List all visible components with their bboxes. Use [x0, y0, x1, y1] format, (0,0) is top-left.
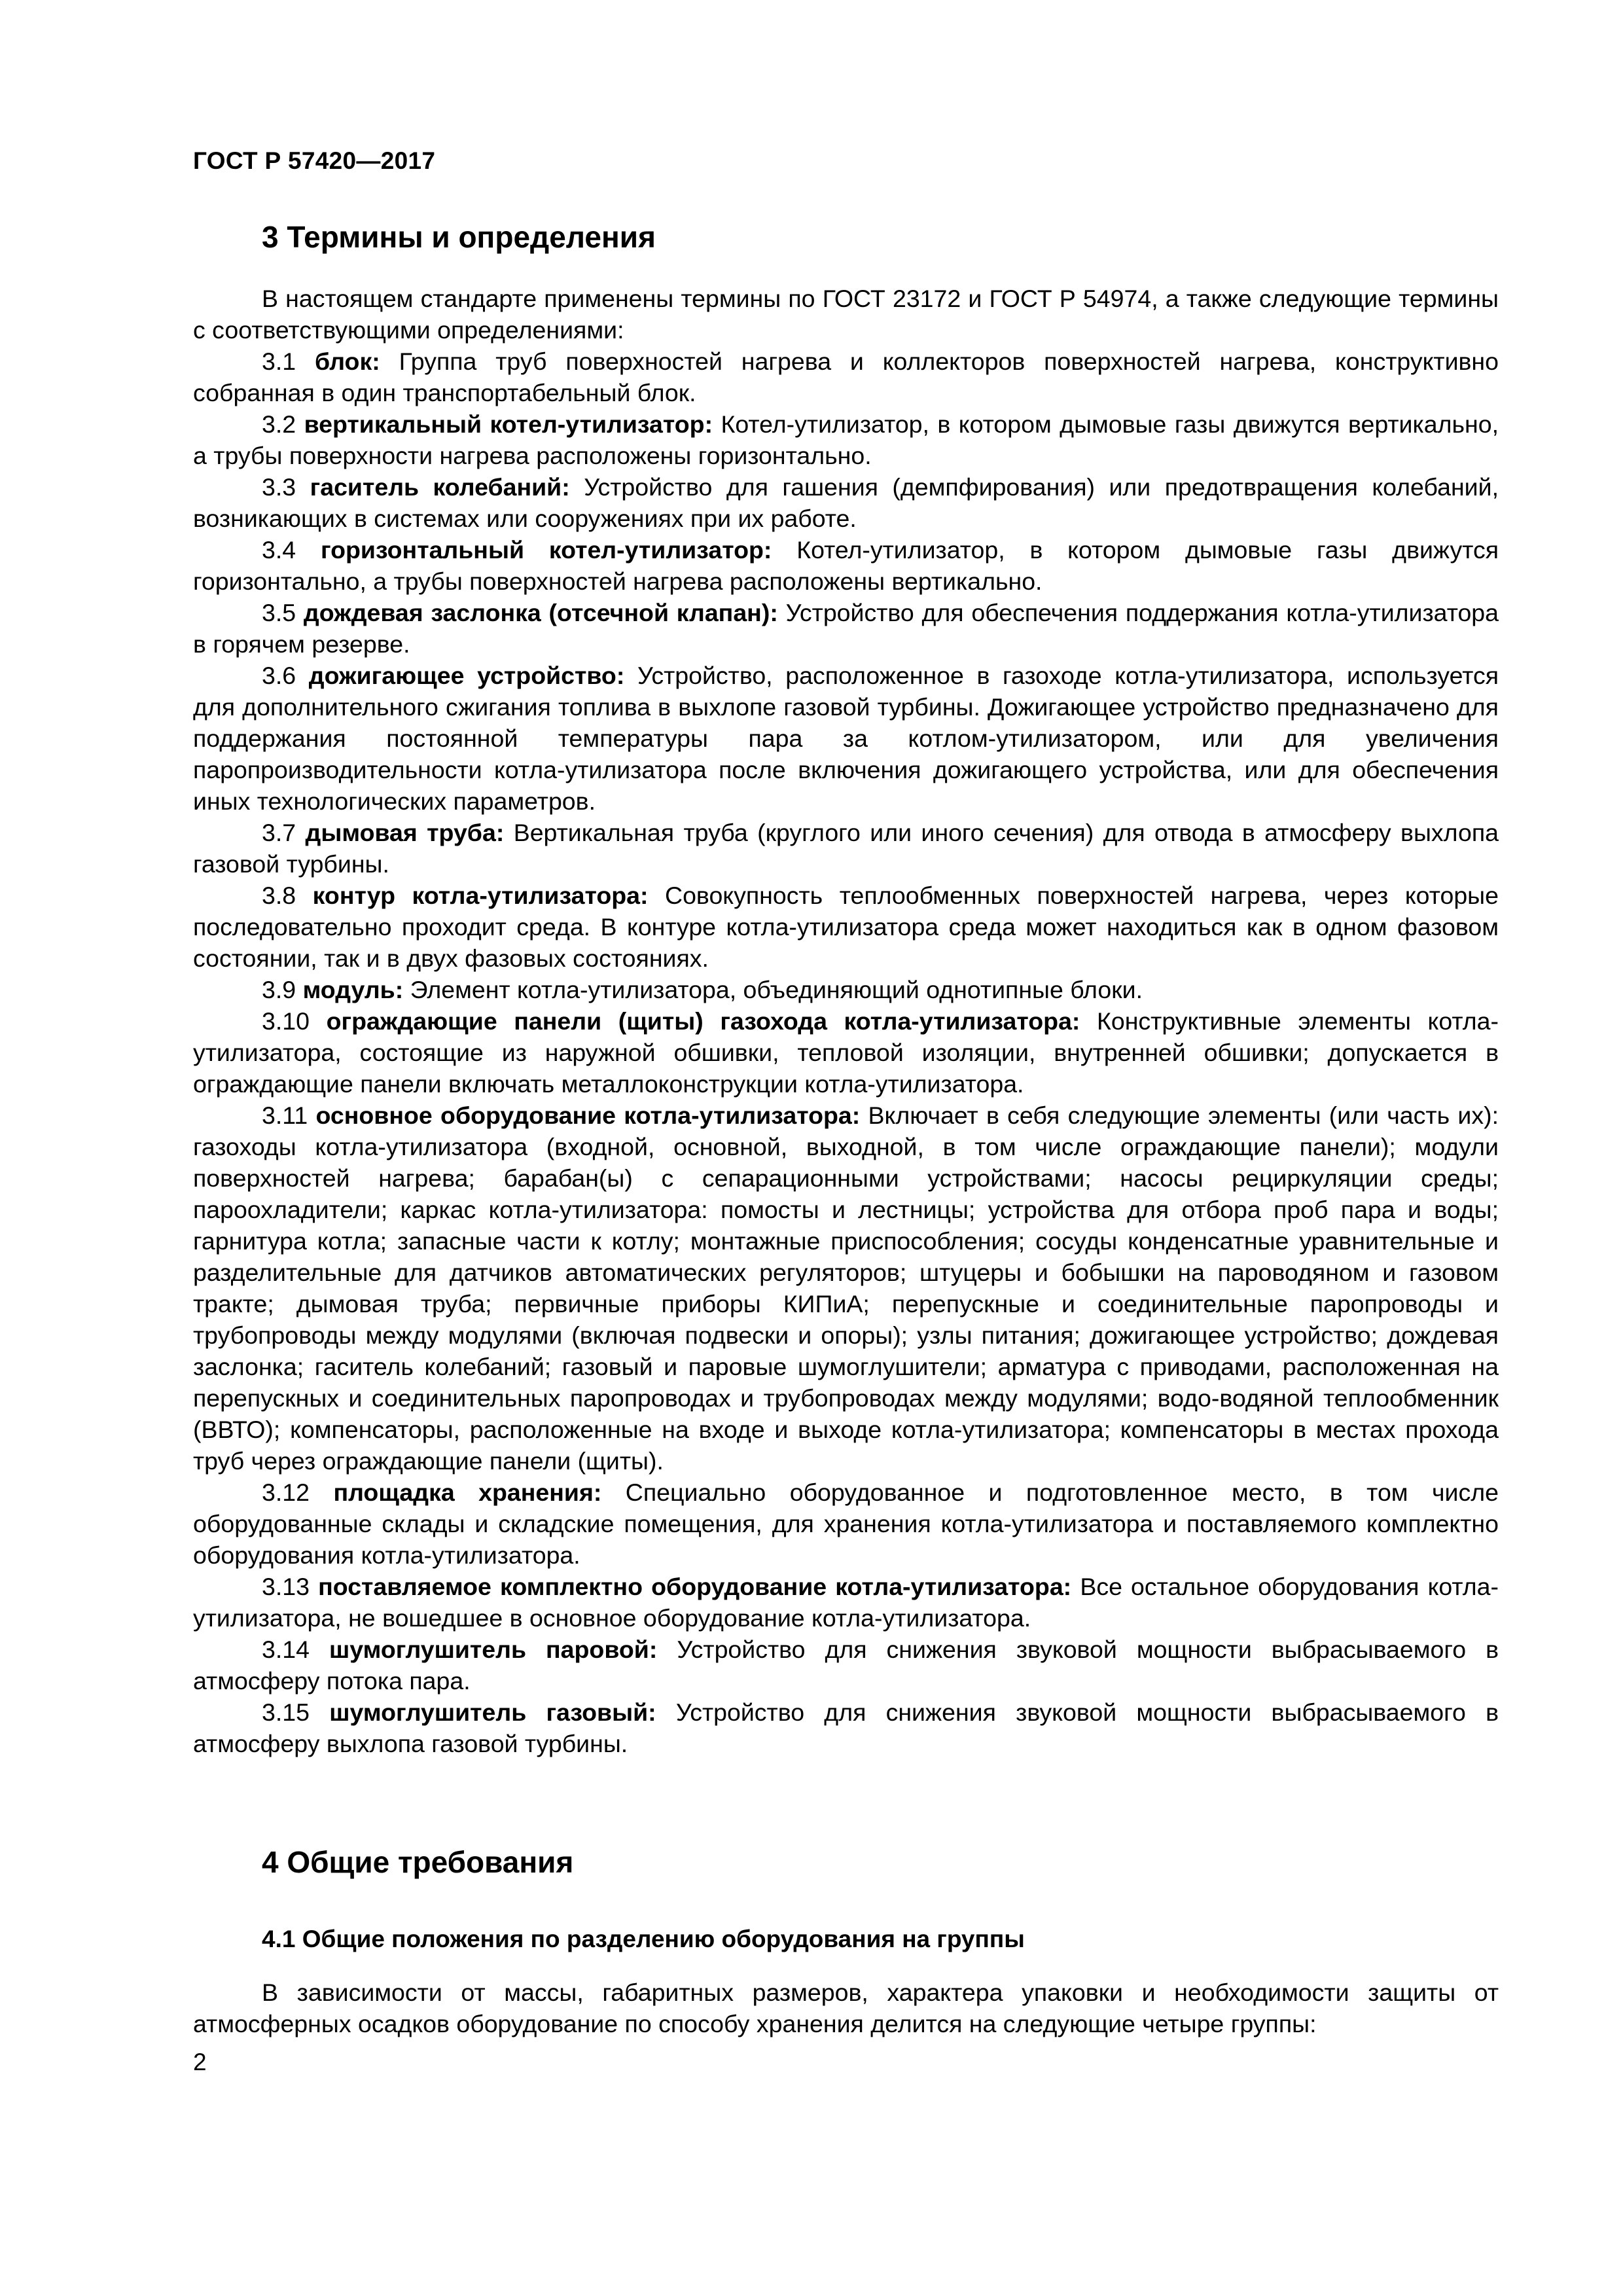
term-definition: Устройство, расположенное в газоходе котла-утилизатора, используется для дополнительного сжигания топлива в выхлопе газовой турбины. Дожигающее устройство предназначено для поддержания постоянной температуры пара за котлом-утилизатором, или для увеличения паропроизводительности котла-утилизатора после включения дожигающего устройства, или для обеспечения иных технологических параметров.: [193, 662, 1499, 815]
term-name: дожигающее устройство:: [308, 662, 625, 689]
term-entry: [193, 597, 1499, 660]
term-entry: [193, 1100, 1499, 1477]
term-entry: [193, 817, 1499, 880]
term-name: дымовая труба:: [305, 819, 505, 846]
term-number: 3.1: [262, 348, 296, 375]
term-definition: Включает в себя следующие элементы (или часть их): газоходы котла-утилизатора (входной, основной, выходной, в том числе ограждающие панели); модули поверхностей нагрева; барабан(ы) с сепарационными устройствами; насосы рециркуляции среды; пароохладители; каркас котла-утилизатора: помосты и лестницы; устройства для отбора проб пара и воды; гарнитура котла; запасные части к котлу; монтажные приспособления; сосуды конденсатные уравнительные и разделительные для датчиков автоматических регуляторов; штуцеры и бобышки на пароводяном и газовом тракте; дымовая труба; первичные приборы КИПиА; перепускные и соединительные паропроводы и трубопроводы между модулями (включая подвески и опоры); узлы питания; дожигающее устройство; дождевая заслонка; гаситель колебаний; газовый и паровые шумоглушители; арматура с приводами, расположенная на перепускных и соединительных паропроводах и трубопроводах между модулями; водо-водяной теплообменник (ВВТО); компенсаторы, расположенные на входе и выходе котла-утилизатора; компенсаторы в местах прохода труб через ограждающие панели (щиты).: [193, 1102, 1499, 1475]
term-name: шумоглушитель газовый:: [329, 1698, 656, 1726]
term-number: 3.13: [262, 1573, 310, 1600]
term-number: 3.14: [262, 1636, 310, 1663]
term-definition: Устройство для снижения звуковой мощности выбрасываемого в атмосферу потока пара.: [193, 1636, 1499, 1695]
term-entry: [193, 1634, 1499, 1696]
term-definition: Вертикальная труба (круглого или иного сечения) для отвода в атмосферу выхлопа газовой турбины.: [193, 819, 1499, 878]
term-name: блок:: [314, 348, 380, 375]
term-definition: Специально оборудованное и подготовленное место, в том числе оборудованные склады и складские помещения, для хранения котла-утилизатора и поставляемого комплектно оборудования котла-утилизатора.: [193, 1479, 1499, 1569]
term-number: 3.12: [262, 1479, 310, 1506]
term-name: модуль:: [302, 976, 404, 1003]
term-definition: Совокупность теплообменных поверхностей нагрева, через которые последовательно проходит среда. В контуре котла-утилизатора среда может находиться как в одном фазовом состоянии, так и в двух фазовых состояниях.: [193, 882, 1499, 972]
subsection-4-1-title: 4.1 Общие положения по разделению оборудования на группы: [262, 1926, 1025, 1952]
term-definition: Элемент котла-утилизатора, объединяющий однотипные блоки.: [410, 976, 1143, 1003]
term-name: поставляемое комплектно оборудование котла-утилизатора:: [318, 1573, 1072, 1600]
term-definition: Все остальное оборудования котла-утилизатора, не вошедшее в основное оборудование котла-утилизатора.: [193, 1573, 1499, 1632]
term-entry: [193, 534, 1499, 597]
term-definition: Устройство для обеспечения поддержания котла-утилизатора в горячем резерве.: [193, 599, 1499, 658]
term-number: 3.15: [262, 1698, 310, 1726]
term-number: 3.11: [262, 1102, 308, 1129]
section-3-intro: В настоящем стандарте применены термины по ГОСТ 23172 и ГОСТ Р 54974, а также следующие термины с соответствующими определениями:: [193, 285, 1499, 344]
term-entry: [193, 471, 1499, 534]
term-name: площадка хранения:: [333, 1479, 602, 1506]
document-code: ГОСТ Р 57420—2017: [193, 147, 436, 174]
term-entry: [193, 880, 1499, 974]
term-name: дождевая заслонка (отсечной клапан):: [303, 599, 778, 626]
term-entry: [193, 660, 1499, 817]
section-4-title: 4 Общие требования: [262, 1845, 574, 1879]
term-entry: [193, 346, 1499, 408]
term-name: шумоглушитель паровой:: [329, 1636, 658, 1663]
term-number: 3.3: [262, 473, 296, 501]
section-3-title: 3 Термины и определения: [262, 220, 656, 254]
term-name: контур котла-утилизатора:: [312, 882, 649, 909]
term-number: 3.7: [262, 819, 296, 846]
term-definition: Конструктивные элементы котла-утилизатора, состоящие из наружной обшивки, тепловой изоляции, внутренней обшивки; допускается в ограждающие панели включать металлоконструкции котла-утилизатора.: [193, 1007, 1499, 1098]
term-entry: [193, 1005, 1499, 1100]
term-name: ограждающие панели (щиты) газохода котла-утилизатора:: [326, 1007, 1080, 1035]
term-number: 3.9: [262, 976, 296, 1003]
term-entry: [193, 1571, 1499, 1634]
term-number: 3.8: [262, 882, 296, 909]
term-name: горизонтальный котел-утилизатор:: [320, 536, 772, 564]
term-entry: [193, 1696, 1499, 1759]
term-number: 3.4: [262, 536, 296, 564]
terms-list: [193, 283, 1499, 1759]
term-number: 3.5: [262, 599, 296, 626]
term-number: 3.10: [262, 1007, 310, 1035]
term-definition: Устройство для снижения звуковой мощности выбрасываемого в атмосферу выхлопа газовой турбины.: [193, 1698, 1499, 1757]
term-name: вертикальный котел-утилизатор:: [304, 410, 713, 438]
section-4-body: [193, 1977, 1499, 2039]
term-entry: [193, 1477, 1499, 1571]
term-number: 3.6: [262, 662, 296, 689]
term-number: 3.2: [262, 410, 296, 438]
term-name: основное оборудование котла-утилизатора:: [315, 1102, 861, 1129]
term-definition: Котел-утилизатор, в котором дымовые газы движутся вертикально, а трубы поверхности нагрева расположены горизонтально.: [193, 410, 1499, 469]
term-definition: Группа труб поверхностей нагрева и коллекторов поверхностей нагрева, конструктивно собранная в один транспортабельный блок.: [193, 348, 1499, 406]
term-definition: Котел-утилизатор, в котором дымовые газы движутся горизонтально, а трубы поверхностей нагрева расположены вертикально.: [193, 536, 1499, 595]
section-4-paragraph: В зависимости от массы, габаритных размеров, характера упаковки и необходимости защиты от атмосферных осадков оборудование по способу хранения делится на следующие четыре группы:: [193, 1979, 1499, 2037]
term-entry: [193, 974, 1499, 1005]
term-definition: Устройство для гашения (демпфирования) или предотвращения колебаний, возникающих в системах или сооружениях при их работе.: [193, 473, 1499, 532]
term-entry: [193, 408, 1499, 471]
page-number: 2: [193, 2049, 207, 2075]
term-name: гаситель колебаний:: [310, 473, 570, 501]
